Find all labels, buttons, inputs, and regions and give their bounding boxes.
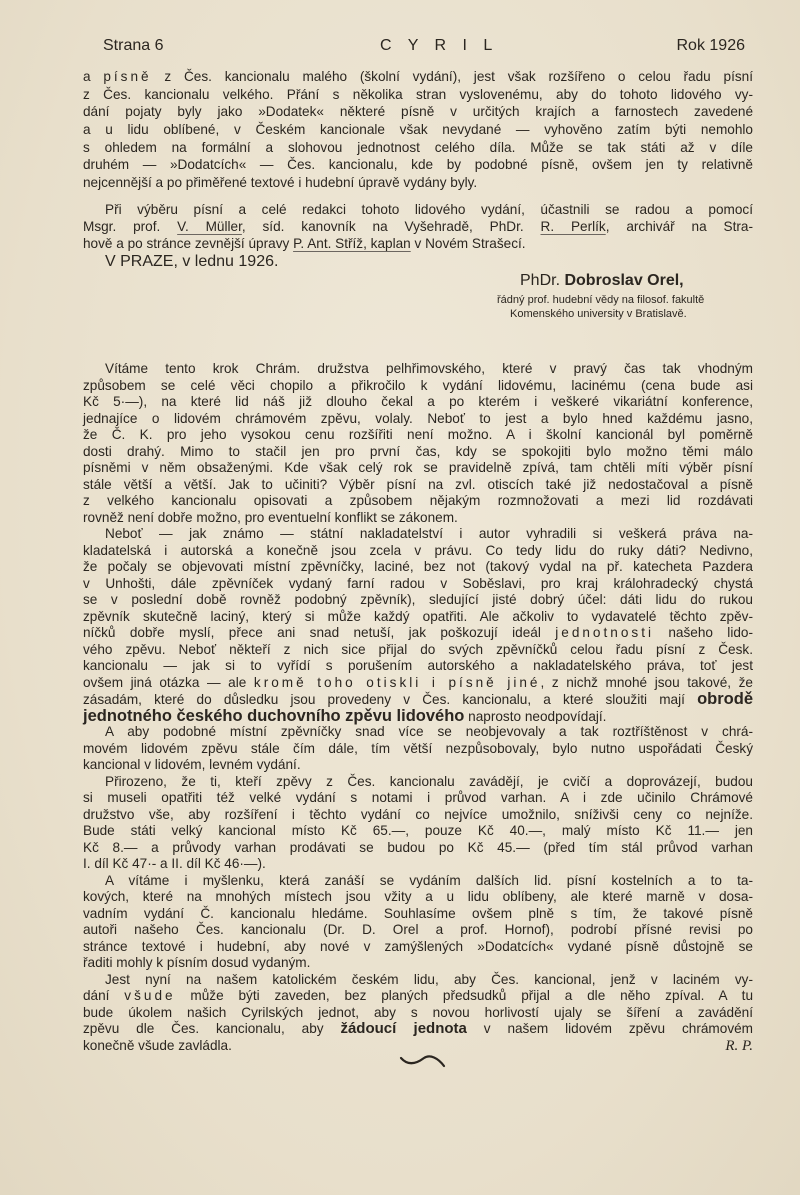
text-line xyxy=(83,235,753,252)
text-line xyxy=(83,510,753,527)
spaced-text: jednotnosti xyxy=(555,625,654,640)
text-segment: , síd. kanovník na Vyšehradě, PhDr. xyxy=(241,219,541,234)
emphasis-text: obrodě xyxy=(697,690,753,708)
signature-prefix: PhDr. xyxy=(520,272,565,289)
text-segment: A aby podobné místní zpěvníčky snad více se neobjevovaly a tak roztříštěnost v chrá- xyxy=(105,724,753,739)
text-line xyxy=(83,68,753,86)
text-line xyxy=(83,121,753,139)
text-line xyxy=(83,873,753,890)
continuation-paragraph xyxy=(83,68,753,192)
text-line xyxy=(83,757,753,774)
text-line xyxy=(83,394,753,411)
author-initials: R. P. xyxy=(725,1037,753,1054)
text-segment: družstvo vše, aby rozšíření i těchto vydání co nejvíce umožnilo, sníživši ceny co nejníže. xyxy=(83,806,753,822)
text-segment: z velkého kancionalu opisovati a způsobem nějakým rozmnožovati a mezi lid rozdávati xyxy=(83,493,753,508)
text-line xyxy=(83,675,753,692)
text-segment: ovšem jiná otázka — ale xyxy=(83,674,254,690)
text-segment: , archivář na Stra- xyxy=(605,219,753,234)
text-line xyxy=(83,856,753,873)
text-line xyxy=(83,543,753,560)
emphasis-text: jednotného českého duchovního zpěvu lidového xyxy=(83,706,465,725)
journal-title: C Y R I L xyxy=(380,37,499,54)
text-line xyxy=(83,592,753,609)
text-line xyxy=(83,86,753,104)
text-segment: kladatelská i autorská a konečně jsou zcela v právu. Co tedy lidu do ruky dáti? Nedivno, xyxy=(83,542,753,558)
dateline: V PRAZE, v lednu 1926. xyxy=(105,253,279,270)
text-segment: řaditi mohly k písním dosud vydaným. xyxy=(83,955,311,970)
text-line xyxy=(83,807,753,824)
article-body xyxy=(83,361,753,1054)
text-segment: že Č. K. pro jeho vysokou cenu rozšířiti není možno. A i školní kancionál byl poměrně xyxy=(83,427,753,442)
text-segment: Bude státi velký kancional místo Kč 65.—, pouze Kč 40.—, malý místo Kč 11.— jen xyxy=(83,823,753,838)
text-segment: Kč 5·—), na které lid náš již dlouho čekal a po kterém i veškeré vikariátní konference, xyxy=(83,394,753,409)
text-line xyxy=(83,361,753,378)
text-segment: autoři našeho Čes. kancionalu (Dr. D. Orel a prof. Hornof), podrobí přísné revisi po xyxy=(83,922,753,937)
text-segment: bude úkolem našich Cyrilských jednot, aby s novou horlivostí ujaly se šíření a zavádění xyxy=(83,1004,753,1020)
text-segment: Přirozeno, že ti, kteří zpěvy z Čes. kancionalu zavádějí, je cvičí a doprovázejí, budou xyxy=(105,773,753,789)
text-segment: písněmi v něm obsaženými. Kde však celý rok se pravidelně zpívá, tam chtěli míti výběr písní xyxy=(83,460,753,475)
text-segment: že počaly se objevovati místní zpěvníčky, laciné, bez not (takový vydal na př. katecheta Pazdera xyxy=(83,559,753,574)
text-segment: dání pojaty byly jako »Dodatek« některé písně v určitých krajích a farnostech zavedené xyxy=(83,104,753,120)
text-segment: Vítáme tento krok Chrám. družstva pelhřimovského, které v pravý čas tak vhodným xyxy=(105,361,753,376)
page-number: Strana 6 xyxy=(103,37,164,54)
text-line xyxy=(83,906,753,923)
text-segment: zpěvu dle Čes. kancionalu, aby xyxy=(83,1021,341,1036)
text-segment: kancional v lidovém, levném vydání. xyxy=(83,757,301,772)
spaced-text: všude xyxy=(124,988,176,1003)
text-segment: stránce textové i hudební, aby nové v zamýšlených »Dodatcích« vydané písně důstojně se xyxy=(83,938,753,954)
text-segment: nejcennější a po přiměřené textové i hudební úpravě vydány byly. xyxy=(83,175,478,191)
text-segment: kových, které na mnohých místech jsou vžity a u lidu oblíbeny, ale které marně v dosa- xyxy=(83,889,753,904)
text-line xyxy=(83,741,753,758)
text-segment: Msgr. prof. xyxy=(83,219,178,234)
text-line xyxy=(83,378,753,395)
text-line xyxy=(83,411,753,428)
text-segment: vého zpěvu. Neboť někteří z nich sice přijal do svých zpěvníčků celou řadu písní z Česk. xyxy=(83,641,753,657)
text-segment: , z nichž mnohé jsou takové, že xyxy=(540,674,753,690)
text-segment: jednajíce o lidovém chrámovém zpěvu, volaly. Neboť to jest a bylo hned každému jasno, xyxy=(83,410,753,426)
text-segment: v Novém Strašecí. xyxy=(410,236,526,251)
text-segment: Při výběru písní a celé redakci tohoto lidového vydání, účastnili se radou a pomocí xyxy=(105,202,753,217)
text-line xyxy=(83,218,753,235)
spaced-text: kromě toho otiskli i písně jiné xyxy=(253,674,541,690)
text-line xyxy=(83,922,753,939)
journal-year: Rok 1926 xyxy=(676,37,745,54)
text-line xyxy=(83,642,753,659)
text-segment: si museli opatřiti též velké vydání s notami i průvod varhan. A i zde učinilo Chrámové xyxy=(83,790,753,805)
emphasis-text: žádoucí jednota xyxy=(340,1020,467,1037)
article-paragraph xyxy=(83,873,753,972)
text-line xyxy=(83,559,753,576)
text-segment: zásadám, které do důsledku jsou provedeny v Čes. kancionalu, a které sloužiti mají xyxy=(83,692,698,707)
signature-title-line-1: řádný prof. hudební vědy na filosof. fakultě xyxy=(497,294,705,306)
text-line xyxy=(83,139,753,157)
text-segment: se v poslední době rovněž podobný zpěvník), sledující jisté dobrý účel: dáti lidu do rukou xyxy=(83,592,753,607)
text-segment: konečně všude zavládla. xyxy=(83,1037,232,1053)
text-segment: A vítáme i myšlenku, která zanáší se vydáním dalších lid. písní kostelních a to ta- xyxy=(105,872,753,888)
text-segment: hově a po stránce zevnější úpravy xyxy=(83,236,294,251)
text-line xyxy=(83,156,753,174)
text-segment: dání xyxy=(83,988,125,1003)
text-line xyxy=(83,724,753,741)
text-segment: způsobem se celé věci chopilo a přikročilo k vydání lidovému, lacinému (cena bude asi xyxy=(83,377,753,393)
article-paragraph xyxy=(83,972,753,1055)
text-segment: s ohledem na formální a slohovou jednotnost celého díla. Může se tak státi až v díle xyxy=(83,139,753,155)
text-line xyxy=(83,174,753,192)
text-line xyxy=(83,477,753,494)
signature xyxy=(520,272,684,290)
spaced-text: písně xyxy=(103,69,152,84)
text-segment: Jest nyní na našem katolickém českém lidu, aby Čes. kancional, jenž v laciném vy- xyxy=(105,971,753,987)
article-paragraph xyxy=(83,526,753,724)
signature-title-line-2: Komenského university v Bratislavě. xyxy=(510,308,687,320)
text-line xyxy=(83,972,753,989)
text-segment: druhém — »Dodatcích« — Čes. kancionalu, kde by podobné písně, ovšem jen ty relativně xyxy=(83,157,753,173)
credits-paragraph xyxy=(83,201,753,252)
text-line xyxy=(83,658,753,675)
text-line xyxy=(83,708,753,725)
text-segment: může býti zaveden, bez planých předsudků přijal a dle něho zpíval. A tu xyxy=(175,988,754,1003)
article-paragraph xyxy=(83,361,753,526)
text-segment: rovněž není dobře možno, pro eventuelní konflikt se zákonem. xyxy=(83,509,458,525)
text-segment: Neboť — jak známo — státní nakladatelství i autor vyhradili si veškerá práva na- xyxy=(105,526,753,541)
text-line xyxy=(83,576,753,593)
signature-name: Dobroslav Orel, xyxy=(564,272,684,289)
text-line xyxy=(83,955,753,972)
text-line xyxy=(83,840,753,857)
text-line xyxy=(83,1005,753,1022)
text-line xyxy=(83,526,753,543)
text-segment: v Unhošti, dále zpěvníček vydaný farní radou v Soběslavi, pro kraj králohradecký chystá xyxy=(83,575,753,591)
underlined-name: V. Müller xyxy=(177,219,242,234)
text-segment: z Čes. kancionalu malého (školní vydání), jest však rozšířeno o celou řadu písní xyxy=(151,69,753,84)
text-line xyxy=(83,609,753,626)
text-segment: stále větší a větší. Jak to učiniti? Výběr písní na zvl. otiscích také již nedostačoval a písně xyxy=(83,476,753,492)
text-segment: naprosto neodpovídají. xyxy=(464,708,607,724)
text-segment: zpěvník skutečně laciný, který si může každý opatřiti. Ale ačkoliv to vydavatelé těchto zpěv- xyxy=(83,608,753,624)
text-line xyxy=(83,493,753,510)
article-paragraph xyxy=(83,774,753,873)
text-segment: v našem lidovém zpěvu chrámovém xyxy=(466,1021,753,1036)
text-line xyxy=(83,460,753,477)
text-segment: kancionalu — jak si to vyřídí s porušením autorského a nakladatelského práva, toť jest xyxy=(83,658,753,673)
text-line xyxy=(83,625,753,642)
text-line xyxy=(83,444,753,461)
text-line xyxy=(83,939,753,956)
text-segment: našeho lido- xyxy=(654,625,753,640)
text-segment: a u lidu oblíbené, v Českém kancionale však nevydané — vyhověno zatím býti nemohlo xyxy=(83,122,753,138)
text-line xyxy=(83,889,753,906)
text-line xyxy=(83,790,753,807)
text-line xyxy=(83,103,753,121)
text-line xyxy=(83,988,753,1005)
text-line xyxy=(83,691,753,708)
text-segment: I. díl Kč 47·- a II. díl Kč 46·—). xyxy=(83,856,266,871)
underlined-name: P. Ant. Stříž, kaplan xyxy=(293,236,411,251)
text-segment: dosti drahý. Mimo to stačil jen pro první čas, kdy se spokojiti bylo možno těmi málo xyxy=(83,443,753,459)
text-line xyxy=(83,774,753,791)
text-segment: a xyxy=(83,69,104,84)
text-segment: níčků dobře myslí, přece ani snad netuší, jak poškozují ideál xyxy=(83,625,556,640)
text-segment: movém lidovém zpěvu stále čím dále, tím větší nezpůsobovaly, bylo nutno uspořádati Český xyxy=(83,740,753,756)
text-line xyxy=(83,1021,753,1038)
text-segment: vadním vydání Č. kancionalu hledáme. Souhlasíme ovšem plně s tím, že takové písně xyxy=(83,905,753,921)
text-line xyxy=(83,427,753,444)
text-line xyxy=(83,201,753,218)
end-ornament-icon xyxy=(398,1052,448,1072)
article-paragraph xyxy=(83,724,753,774)
underlined-name: R. Perlík xyxy=(540,219,606,234)
text-segment: Kč 8.— a průvody varhan prodávati se budou po Kč 45.— (před tím stál průvod varhan xyxy=(83,839,753,855)
text-line xyxy=(83,823,753,840)
text-segment: z Čes. kancionalu velkého. Přání s několika stran vyslovenému, aby do tohoto lidového vy- xyxy=(83,86,753,102)
